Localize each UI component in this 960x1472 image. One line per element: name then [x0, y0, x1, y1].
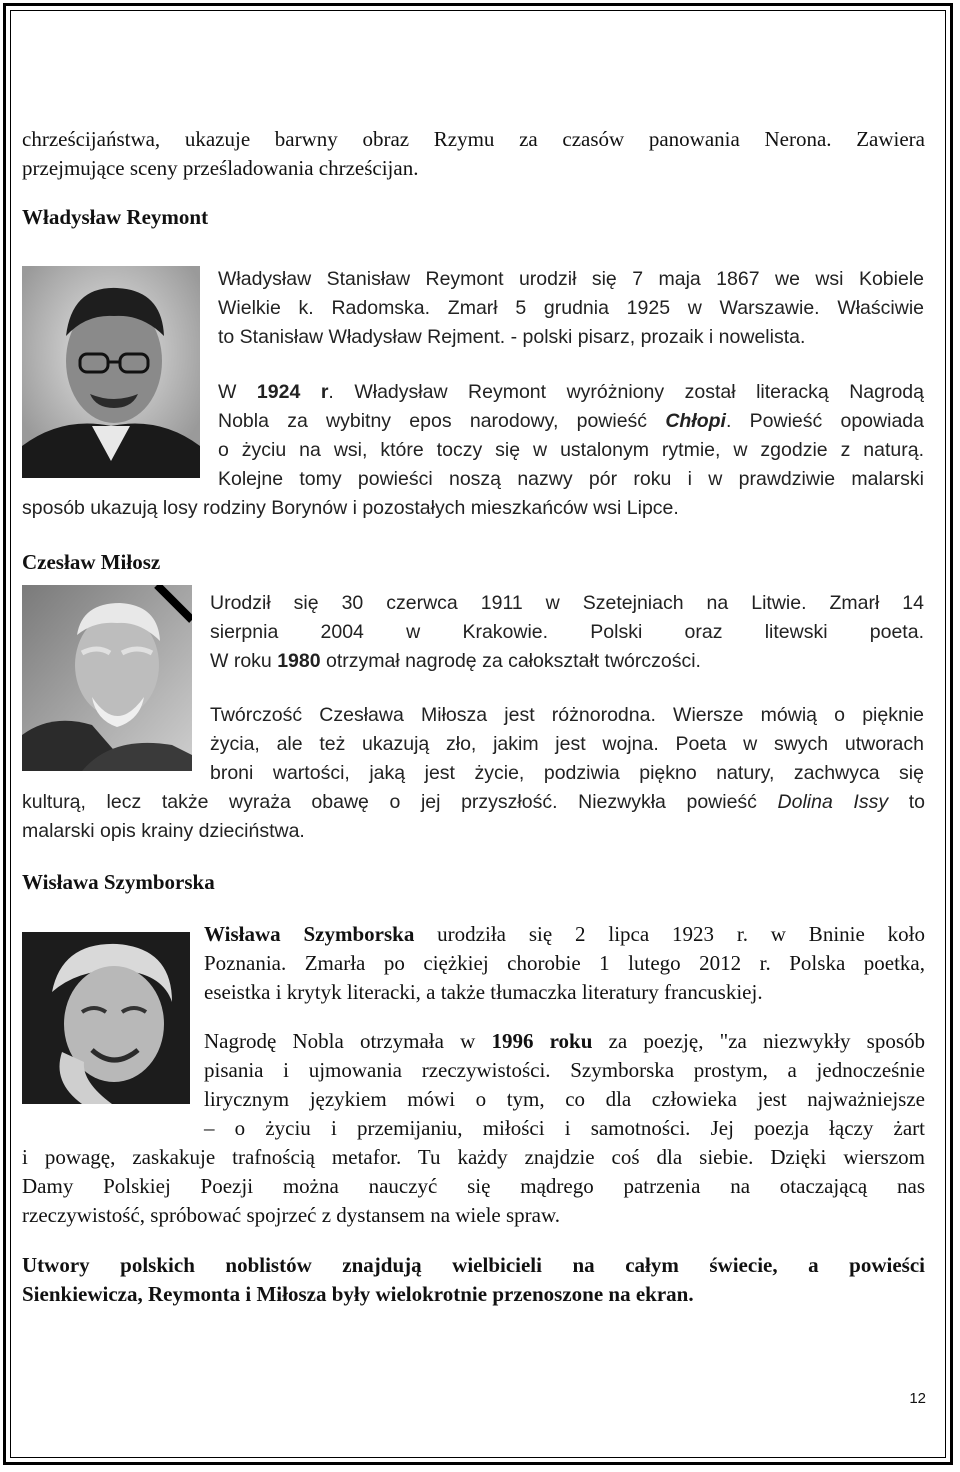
milosz-p1-line-2: sierpnia 2004 w Krakowie. Polski oraz litewski poeta.: [210, 621, 924, 643]
milosz-p2-line-2: życia, ale też ukazują zło, jakim jest wojna. Poeta w swych utworach: [210, 733, 924, 755]
conclusion-line-2: Sienkiewicza, Reymonta i Miłosza były wielokrotnie przenoszone na ekran.: [22, 1282, 694, 1306]
reymont-p1-line-2: Wielkie k. Radomska. Zmarł 5 grudnia 1925 w Warszawie. Właściwie: [218, 297, 924, 319]
milosz-p2-line-1: Twórczość Czesława Miłosza jest różnorodna. Wiersze mówią o pięknie: [210, 704, 924, 726]
szymborska-p2-line-3: lirycznym językiem mówi o tym, co dla człowieka jest najważniejsze: [204, 1087, 925, 1111]
szymborska-p2-line-4: – o życiu i przemijaniu, miłości i samotności. Jej poezja łączy żart: [204, 1116, 925, 1140]
milosz-p1-line-3: W roku 1980 otrzymał nagrodę za całokształt twórczości.: [210, 650, 701, 672]
szymborska-name-bold: Wisława Szymborska: [204, 922, 415, 946]
szymborska-p1-line-2: Poznania. Zmarła po ciężkiej chorobie 1 lutego 2012 r. Polska poetka,: [204, 951, 925, 975]
portrait-photo-icon: [22, 585, 192, 771]
reymont-p2-line-5: sposób ukazują losy rodziny Borynów i pozostałych mieszkańców wsi Lipce.: [22, 497, 679, 519]
reymont-p2-line-1: W 1924 r. Władysław Reymont wyróżniony został literacką Nagrodą: [218, 381, 924, 403]
szymborska-heading: Wisława Szymborska: [22, 870, 215, 894]
milosz-photo: [22, 585, 192, 771]
reymont-heading: Władysław Reymont: [22, 205, 209, 229]
reymont-p1-line-3: to Stanisław Władysław Rejment. - polski pisarz, prozaik i nowelista.: [218, 326, 806, 348]
milosz-award-year: 1980: [277, 650, 321, 672]
szymborska-p1-line-3: eseistka i krytyk literacki, a także tłumaczka literatury francuskiej.: [204, 980, 763, 1004]
milosz-p2-line-5: malarski opis krainy dzieciństwa.: [22, 820, 305, 842]
szymborska-photo: [22, 932, 190, 1104]
intro-line-2: przejmujące sceny prześladowania chrześcijan.: [22, 156, 419, 180]
szymborska-nobel-year: 1996 roku: [491, 1029, 593, 1053]
reymont-p2-line-3: o życiu na wsi, które toczy się w ustalonym rytmie, w zgodzie z naturą.: [218, 439, 924, 461]
conclusion-line-1: Utwory polskich noblistów znajdują wielbicieli na całym świecie, a powieści: [22, 1253, 925, 1277]
szymborska-p2-line-7: rzeczywistość, spróbować spojrzeć z dystansem na wiele spraw.: [22, 1203, 561, 1227]
book-title-chlopi: Chłopi: [665, 410, 726, 432]
portrait-photo-icon: [22, 932, 190, 1104]
intro-line-1: chrześcijaństwa, ukazuje barwny obraz Rzymu za czasów panowania Nerona. Zawiera: [22, 127, 925, 151]
page-number: 12: [909, 1390, 926, 1407]
reymont-p1-line-1: Władysław Stanisław Reymont urodził się 7 maja 1867 we wsi Kobiele: [218, 268, 924, 290]
szymborska-p1-line-1: Wisława Szymborska urodziła się 2 lipca 1923 r. w Bninie koło: [204, 922, 925, 946]
milosz-p2-line-4: kulturą, lecz także wyraża obawę o jej przyszłość. Niezwykła powieść Dolina Issy to: [22, 791, 925, 813]
szymborska-p2-line-5: i powagę, zaskakuje trafnością metafor. Tu każdy znajdzie coś dla siebie. Dzięki wierszom: [22, 1145, 925, 1169]
reymont-photo: [22, 266, 200, 478]
reymont-p2-line-4: Kolejne tomy powieści noszą nazwy pór roku i w prawdziwie malarski: [218, 468, 924, 490]
reymont-nobel-year: 1924 r: [256, 381, 329, 403]
szymborska-p2-line-6: Damy Polskiej Poezji można nauczyć się mądrego patrzenia na otaczającą nas: [22, 1174, 925, 1198]
szymborska-p2-line-1: Nagrodę Nobla otrzymała w 1996 roku za poezję, "za niezwykły sposób: [204, 1029, 925, 1053]
milosz-p1-line-1: Urodził się 30 czerwca 1911 w Szetejniach na Litwie. Zmarł 14: [210, 592, 924, 614]
milosz-p2-line-3: broni wartości, jaką jest życie, podziwia piękno natury, zachwyca się: [210, 762, 924, 784]
szymborska-p2-line-2: pisania i ujmowania rzeczywistości. Szymborska prostym, a jednocześnie: [204, 1058, 925, 1082]
milosz-heading: Czesław Miłosz: [22, 550, 161, 574]
book-title-dolina-issy: Dolina Issy: [777, 791, 889, 813]
reymont-p2-line-2: Nobla za wybitny epos narodowy, powieść Chłopi. Powieść opowiada: [218, 410, 924, 432]
portrait-photo-icon: [22, 266, 200, 478]
